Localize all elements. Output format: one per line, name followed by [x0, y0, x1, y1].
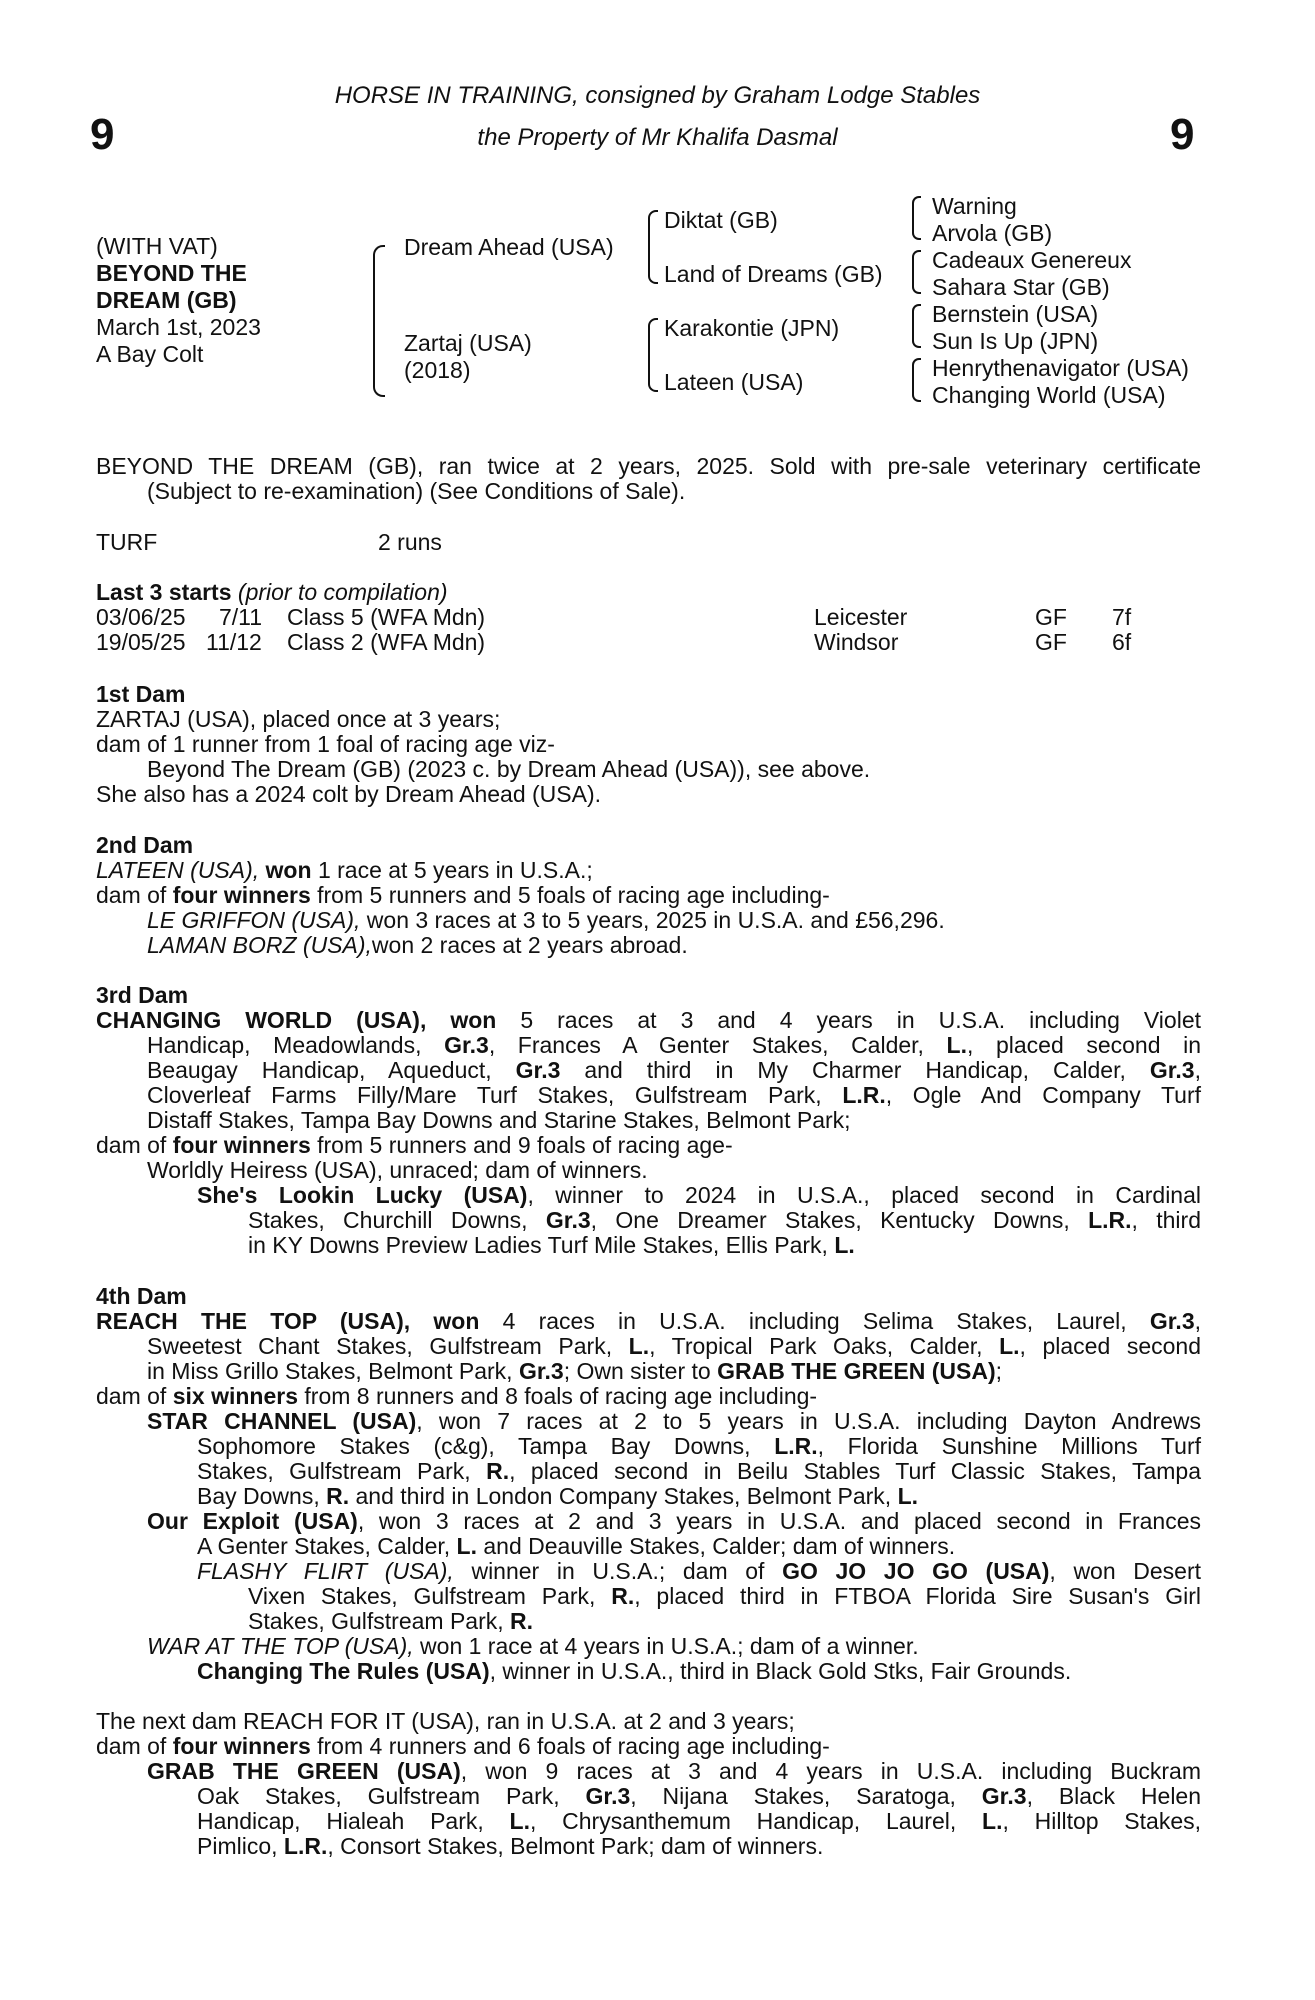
race-distance: 6f [1112, 629, 1132, 655]
lot-number-right: 9 [1170, 110, 1195, 159]
next-dam-line [96, 1734, 1201, 1759]
dam2-text: from 5 runners and 5 foals of racing age including- [317, 882, 830, 908]
offspring-name: GO JO JO GO (USA) [782, 1558, 1050, 1584]
dam3-line [147, 1083, 1201, 1108]
pedigree-dam-sire: Karakontie (JPN) [664, 315, 840, 341]
winners-text: four winners [172, 882, 311, 908]
dam4-line [248, 1584, 1201, 1609]
dam3-text: from 5 runners and 9 foals of racing age- [317, 1132, 733, 1158]
grade-text: L.R. [842, 1082, 886, 1108]
pedigree-brace-g1 [912, 196, 921, 240]
dam3-horse: CHANGING WORLD (USA), [96, 1007, 427, 1033]
grade-text: L.R. [774, 1433, 818, 1459]
next-dam-text: Pimlico, [197, 1833, 278, 1859]
grade-text: Gr.3 [444, 1032, 489, 1058]
dam4-text: and Deauville Stakes, Calder; dam of winners. [483, 1533, 956, 1559]
grade-text: Gr.3 [585, 1783, 631, 1809]
grade-text: L. [982, 1808, 1003, 1834]
race-distance: 7f [1112, 604, 1132, 630]
dam2-text: 1 race at 5 years in U.S.A.; [317, 857, 593, 883]
dam4-text: Stakes, Gulfstream Park, [197, 1458, 471, 1484]
pedigree-sire: Dream Ahead (USA) [404, 234, 614, 260]
offspring-name: LAMAN BORZ (USA), [147, 932, 372, 958]
dam3-line: Distaff Stakes, Tampa Bay Downs and Starine Stakes, Belmont Park; [147, 1107, 851, 1133]
dam4-line [147, 1359, 1201, 1384]
grade-text: L. [834, 1232, 855, 1258]
grade-text: L.R. [1088, 1207, 1132, 1233]
dam3-text: , Ogle And Company Turf [885, 1082, 1201, 1108]
grade-text: L. [628, 1333, 650, 1359]
winners-text: four winners [172, 1132, 311, 1158]
dam4-line [147, 1409, 1201, 1434]
race-going: GF [1035, 604, 1067, 630]
dam3-text: , [1194, 1057, 1201, 1083]
horse-name-line2: DREAM (GB) [96, 287, 237, 313]
pedigree-sire-dam: Land of Dreams (GB) [664, 261, 883, 287]
won-text: won [433, 1308, 480, 1334]
offspring-name: LE GRIFFON (USA), [147, 907, 361, 933]
dam4-text: , won Desert [1049, 1558, 1202, 1584]
next-dam-text: , Chrysanthemum Handicap, Laurel, [529, 1808, 957, 1834]
dam4-text: from 8 runners and 8 foals of racing age including- [304, 1383, 818, 1409]
pedigree-g3: Cadeaux Genereux [932, 247, 1132, 273]
grade-text: L. [509, 1808, 530, 1834]
pedigree-brace-g3 [912, 304, 921, 348]
dam2-line [147, 933, 1201, 958]
next-dam-text: , Black Helen [1026, 1783, 1202, 1809]
dam3-text: Handicap, Meadowlands, [147, 1032, 422, 1058]
sibling-name: GRAB THE GREEN (USA) [717, 1358, 996, 1384]
dam4-horse: REACH THE TOP (USA), [96, 1308, 411, 1334]
next-dam-text: , Nijana Stakes, Saratoga, [630, 1783, 956, 1809]
dam4-text: , Florida Sunshine Millions Turf [817, 1433, 1202, 1459]
won-text: won [450, 1007, 497, 1033]
race-position: 7/11 [219, 604, 263, 630]
pedigree-brace-sire [648, 210, 658, 284]
grade-text: Gr.3 [545, 1207, 591, 1233]
pedigree-brace-dam [648, 318, 658, 392]
grade-text: R. [611, 1583, 635, 1609]
pedigree-sire-sire: Diktat (GB) [664, 207, 778, 233]
offspring-record: won 3 races at 3 to 5 years, 2025 in U.S.A. and £56,296. [366, 907, 945, 933]
next-dam-line: The next dam REACH FOR IT (USA), ran in U.S.A. at 2 and 3 years; [96, 1708, 795, 1734]
foaling-date: March 1st, 2023 [96, 314, 261, 340]
next-dam-text: Handicap, Hialeah Park, [197, 1808, 484, 1834]
dam4-text: , placed second in Beilu Stables Turf Classic Stakes, Tampa [509, 1458, 1202, 1484]
summary-line1: BEYOND THE DREAM (GB), ran twice at 2 years, 2025. Sold with pre-sale veterinary certificate [96, 453, 1201, 479]
dam3-text: dam of [96, 1132, 167, 1158]
offspring-name: She's Lookin Lucky (USA) [197, 1182, 528, 1208]
dam3-line [248, 1208, 1201, 1233]
dam4-title: 4th Dam [96, 1283, 187, 1309]
race-course: Windsor [814, 629, 899, 655]
offspring-name: Changing The Rules (USA) [197, 1658, 490, 1684]
dam3-line [248, 1233, 1201, 1258]
dam1-line: dam of 1 runner from 1 foal of racing age viz- [96, 731, 555, 757]
dam4-line [197, 1484, 1201, 1509]
next-dam-text: Oak Stakes, Gulfstream Park, [197, 1783, 560, 1809]
pedigree-g8: Changing World (USA) [932, 382, 1166, 408]
next-dam-text: dam of [96, 1733, 167, 1759]
dam3-line: Worldly Heiress (USA), unraced; dam of winners. [147, 1157, 648, 1183]
dam4-text: Bay Downs, [197, 1483, 320, 1509]
dam4-text: Stakes, Gulfstream Park, [248, 1608, 504, 1634]
pedigree-g6: Sun Is Up (JPN) [932, 328, 1099, 354]
pedigree-dam-year: (2018) [404, 357, 471, 383]
won-text: won [265, 857, 312, 883]
offspring-name: GRAB THE GREEN (USA) [147, 1758, 461, 1784]
next-dam-line [197, 1809, 1201, 1834]
next-dam-text: from 4 runners and 6 foals of racing age including- [317, 1733, 830, 1759]
grade-text: L. [456, 1533, 477, 1559]
dam3-text: , One Dreamer Stakes, Kentucky Downs, [590, 1207, 1070, 1233]
race-course: Leicester [814, 604, 908, 630]
offspring-name: Our Exploit (USA) [147, 1508, 358, 1534]
dam4-line [96, 1384, 1201, 1409]
dam4-text: ; [995, 1358, 1003, 1384]
dam4-line [147, 1634, 1201, 1659]
dam3-line [147, 1033, 1201, 1058]
next-dam-text: , Consort Stakes, Belmont Park; dam of winners. [327, 1833, 824, 1859]
dam2-text: dam of [96, 882, 167, 908]
next-dam-text: , won 9 races at 3 and 4 years in U.S.A. including Buckram [460, 1758, 1201, 1784]
horse-description: A Bay Colt [96, 341, 204, 367]
grade-text: Gr.3 [981, 1783, 1027, 1809]
dam3-text: , placed second in [967, 1032, 1202, 1058]
dam4-line [248, 1609, 1201, 1634]
offspring-name: STAR CHANNEL (USA) [147, 1408, 417, 1434]
last-starts-title: Last 3 starts [96, 579, 232, 605]
dam3-text: Stakes, Churchill Downs, [248, 1207, 528, 1233]
dam1-line: She also has a 2024 colt by Dream Ahead (USA). [96, 781, 602, 807]
dam4-text: , [1194, 1308, 1202, 1334]
grade-text: L.R. [283, 1833, 328, 1859]
dam4-line [197, 1534, 1201, 1559]
grade-text: Gr.3 [1149, 1308, 1195, 1334]
dam3-line [96, 1008, 1201, 1033]
dam4-line [197, 1659, 1201, 1684]
dam1-line: Beyond The Dream (GB) (2023 c. by Dream Ahead (USA)), see above. [147, 756, 871, 782]
race-date: 03/06/25 [96, 604, 186, 630]
race-date: 19/05/25 [96, 629, 186, 655]
winners-text: four winners [172, 1733, 311, 1759]
grade-text: L. [999, 1333, 1020, 1359]
dam4-line [197, 1434, 1201, 1459]
dam4-text: won 1 race at 4 years in U.S.A.; dam of a winner. [420, 1633, 919, 1659]
dam4-text: winner in U.S.A.; dam of [471, 1558, 765, 1584]
last-starts-note: (prior to compilation) [237, 579, 448, 605]
dam4-text: Sweetest Chant Stakes, Gulfstream Park, [147, 1333, 613, 1359]
dam4-text: Sophomore Stakes (c&g), Tampa Bay Downs, [197, 1433, 751, 1459]
pedigree-g5: Bernstein (USA) [932, 301, 1099, 327]
dam3-title: 3rd Dam [96, 982, 189, 1008]
dam2-line [96, 858, 1201, 883]
pedigree-g1: Warning [932, 193, 1017, 219]
dam3-text: in KY Downs Preview Ladies Turf Mile Stakes, Ellis Park, [248, 1232, 828, 1258]
dam4-text: , placed second [1019, 1333, 1201, 1359]
race-position: 11/12 [206, 629, 262, 655]
pedigree-brace-main [373, 245, 385, 397]
dam3-text: Cloverleaf Farms Filly/Mare Turf Stakes, Gulfstream Park, [147, 1082, 822, 1108]
last-starts-heading [96, 580, 1201, 605]
dam4-text: A Genter Stakes, Calder, [197, 1533, 451, 1559]
vat-note: (WITH VAT) [96, 233, 218, 259]
consignor-line: HORSE IN TRAINING, consigned by Graham Lodge Stables [334, 82, 981, 109]
grade-text: L. [897, 1483, 919, 1509]
pedigree-brace-g4 [912, 358, 921, 402]
dam3-line [197, 1183, 1201, 1208]
dam3-line [147, 1058, 1201, 1083]
dam2-title: 2nd Dam [96, 832, 194, 858]
dam4-text: Vixen Stakes, Gulfstream Park, [248, 1583, 596, 1609]
pedigree-dam-dam: Lateen (USA) [664, 369, 804, 395]
grade-text: Gr.3 [515, 1057, 561, 1083]
dam3-text: and third in My Charmer Handicap, Calder, [584, 1057, 1126, 1083]
pedigree-dam: Zartaj (USA) [404, 330, 532, 356]
next-dam-text: , Hilltop Stakes, [1002, 1808, 1202, 1834]
offspring-name: FLASHY FLIRT (USA), [197, 1558, 454, 1584]
horse-name-line1: BEYOND THE [96, 260, 247, 286]
dam2-line [96, 883, 1201, 908]
pedigree-g4: Sahara Star (GB) [932, 274, 1110, 300]
dam3-line [96, 1133, 1201, 1158]
offspring-record: won 2 races at 2 years abroad. [371, 932, 688, 958]
race-going: GF [1035, 629, 1067, 655]
dam4-text: , won 7 races at 2 to 5 years in U.S.A. including Dayton Andrews [416, 1408, 1201, 1434]
dam1-title: 1st Dam [96, 681, 186, 707]
dam4-line [197, 1559, 1201, 1584]
dam4-line [147, 1509, 1201, 1534]
dam4-text: , winner in U.S.A., third in Black Gold Stks, Fair Grounds. [489, 1658, 1072, 1684]
dam3-text: Beaugay Handicap, Aqueduct, [147, 1057, 492, 1083]
dam1-line: ZARTAJ (USA), placed once at 3 years; [96, 706, 501, 732]
dam2-line [147, 908, 1201, 933]
dam4-line [197, 1459, 1201, 1484]
race-class: Class 5 (WFA Mdn) [287, 604, 486, 630]
dam3-text: , third [1131, 1207, 1201, 1233]
turf-runs: 2 runs [378, 529, 442, 555]
next-dam-line [147, 1759, 1201, 1784]
turf-label: TURF [96, 529, 158, 555]
next-dam-line [197, 1834, 1201, 1859]
race-class: Class 2 (WFA Mdn) [287, 629, 486, 655]
dam4-line [147, 1334, 1201, 1359]
dam3-text: , Frances A Genter Stakes, Calder, [488, 1032, 924, 1058]
next-dam-line [197, 1784, 1201, 1809]
grade-text: R. [326, 1483, 350, 1509]
dam4-text: in Miss Grillo Stakes, Belmont Park, [147, 1358, 513, 1384]
dam3-text: 5 races at 3 and 4 years in U.S.A. including Violet [520, 1007, 1202, 1033]
grade-text: Gr.3 [1149, 1057, 1195, 1083]
dam4-text: , won 3 races at 2 and 3 years in U.S.A. and placed second in Frances [357, 1508, 1201, 1534]
summary-line2: (Subject to re-examination) (See Conditions of Sale). [147, 478, 686, 504]
offspring-name: WAR AT THE TOP (USA), [147, 1633, 414, 1659]
pedigree-brace-g2 [912, 250, 921, 294]
pedigree-g7: Henrythenavigator (USA) [932, 355, 1189, 381]
property-line: the Property of Mr Khalifa Dasmal [477, 124, 838, 151]
grade-text: R. [510, 1608, 534, 1634]
grade-text: R. [486, 1458, 510, 1484]
pedigree-g2: Arvola (GB) [932, 220, 1053, 246]
dam4-text: , Tropical Park Oaks, Calder, [649, 1333, 983, 1359]
dam4-text: dam of [96, 1383, 167, 1409]
dam4-text: 4 races in U.S.A. including Selima Stakes, Laurel, [502, 1308, 1127, 1334]
grade-text: Gr.3 [518, 1358, 564, 1384]
dam4-text: ; Own sister to [563, 1358, 711, 1384]
dam4-line [96, 1309, 1201, 1334]
dam3-text: , winner to 2024 in U.S.A., placed second in Cardinal [527, 1182, 1201, 1208]
grade-text: L. [946, 1032, 967, 1058]
winners-text: six winners [172, 1383, 298, 1409]
dam4-text: and third in London Company Stakes, Belmont Park, [355, 1483, 892, 1509]
dam4-text: , placed third in FTBOA Florida Sire Susan's Girl [634, 1583, 1201, 1609]
lot-number-left: 9 [90, 110, 115, 159]
dam2-horse: LATEEN (USA), [96, 857, 260, 883]
